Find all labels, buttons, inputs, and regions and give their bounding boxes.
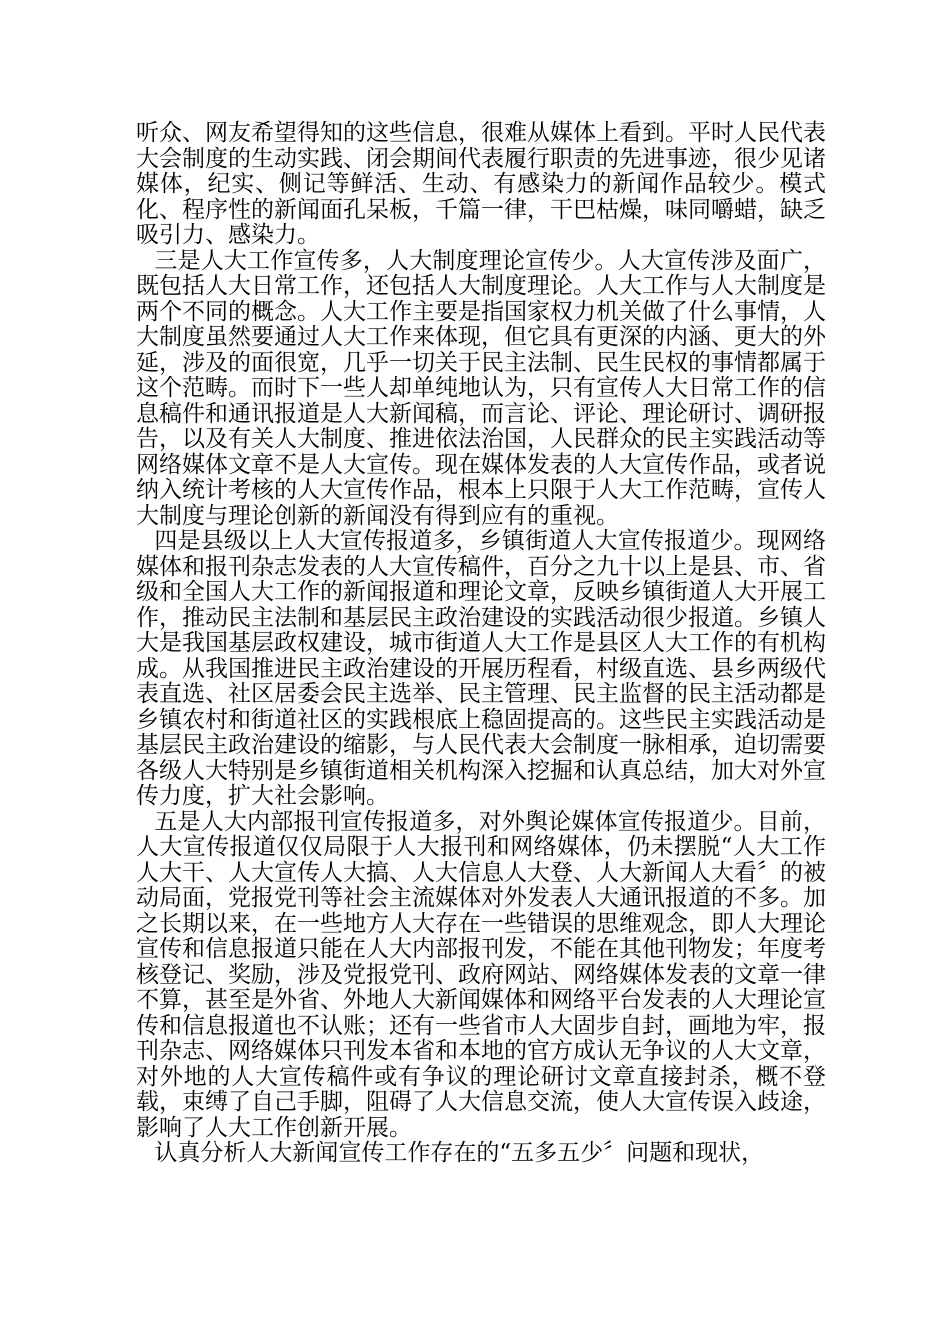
paragraph-continuation: 听众、网友希望得知的这些信息，很难从媒体上看到。平时人民代表大会制度的生动实践、闭会期间代表履行职责的先进事迹，很少见诸媒体，纪实、侧记等鲜活、生动、有感染力的新闻作品较少。模式化、程序性的新闻面孔呆板，千篇一律，干巴枯燥，味同嚼蜡，缺乏吸引力、感染力。 [136, 120, 826, 248]
paragraph-analysis-intro: 认真分析人大新闻宣传工作存在的“五多五少〞问题和现状， [154, 1140, 765, 1166]
document-body [136, 121, 826, 1167]
paragraph-point-three: 三是人大工作宣传多，人大制度理论宣传少。人大宣传涉及面广，既包括人大日常工作，还包括人大制度理论。人大工作与人大制度是两个不同的概念。人大工作主要是指国家权力机关做了什么事情，人大制度虽然要通过人大工作来体现，但它具有更深的内涵、更大的外延，涉及的面很宽，几乎一切关于民主法制、民生民权的事情都属于这个范畴。而时下一些人却单纯地认为，只有宣传人大日常工作的信息稿件和通讯报道是人大新闻稿，而言论、评论、理论研讨、调研报告，以及有关人大制度、推进依法治国，人民群众的民主实践活动等网络媒体文章不是人大宣传。现在媒体发表的人大宣传作品，或者说纳入统计考核的人大宣传作品，根本上只限于人大工作范畴，宣传人大制度与理论创新的新闻没有得到应有的重视。 [136, 247, 826, 529]
paragraph-point-four: 四是县级以上人大宣传报道多，乡镇街道人大宣传报道少。现网络媒体和报刊杂志发表的人大宣传稿件，百分之九十以上是县、市、省级和全国人大工作的新闻报道和理论文章，反映乡镇街道人大开展工作，推动民主法制和基层民主政治建设的实践活动很少报道。乡镇人大是我国基层政权建设，城市街道人大工作是县区人大工作的有机构成。从我国推进民主政治建设的开展历程看，村级直选、县乡两级代表直选、社区居委会民主选举、民主管理、民主监督的民主活动都是乡镇农村和街道社区的实践根底上稳固提高的。这些民主实践活动是基层民主政治建设的缩影，与人民代表大会制度一脉相承，迫切需要各级人大特别是乡镇街道相关机构深入挖掘和认真总结，加大对外宣传力度，扩大社会影响。 [136, 528, 826, 809]
paragraph-point-five: 五是人大内部报刊宣传报道多，对外舆论媒体宣传报道少。目前，人大宣传报道仅仅局限于人大报刊和网络媒体，仍未摆脱“人大工作人大干、人大宣传人大搞、人大信息人大登、人大新闻人大看〞的被动局面，党报党刊等社会主流媒体对外发表人大通讯报道的不多。加之长期以来，在一些地方人大存在一些错误的思维观念，即人大理论宣传和信息报道只能在人大内部报刊发，不能在其他刊物发；年度考核登记、奖励，涉及党报党刊、政府网站、网络媒体发表的文章一律不算，甚至是外省、外地人大新闻媒体和网络平台发表的人大理论宣传和信息报道也不认账；还有一些省市人大固步自封，画地为牢，报刊杂志、网络媒体只刊发本省和本地的官方成认无争议的人大文章，对外地的人大宣传稿件或有争议的理论研讨文章直接封杀，概不登载，束缚了自己手脚，阻碍了人大信息交流，使人大宣传误入歧途，影响了人大工作创新开展。 [136, 808, 826, 1141]
